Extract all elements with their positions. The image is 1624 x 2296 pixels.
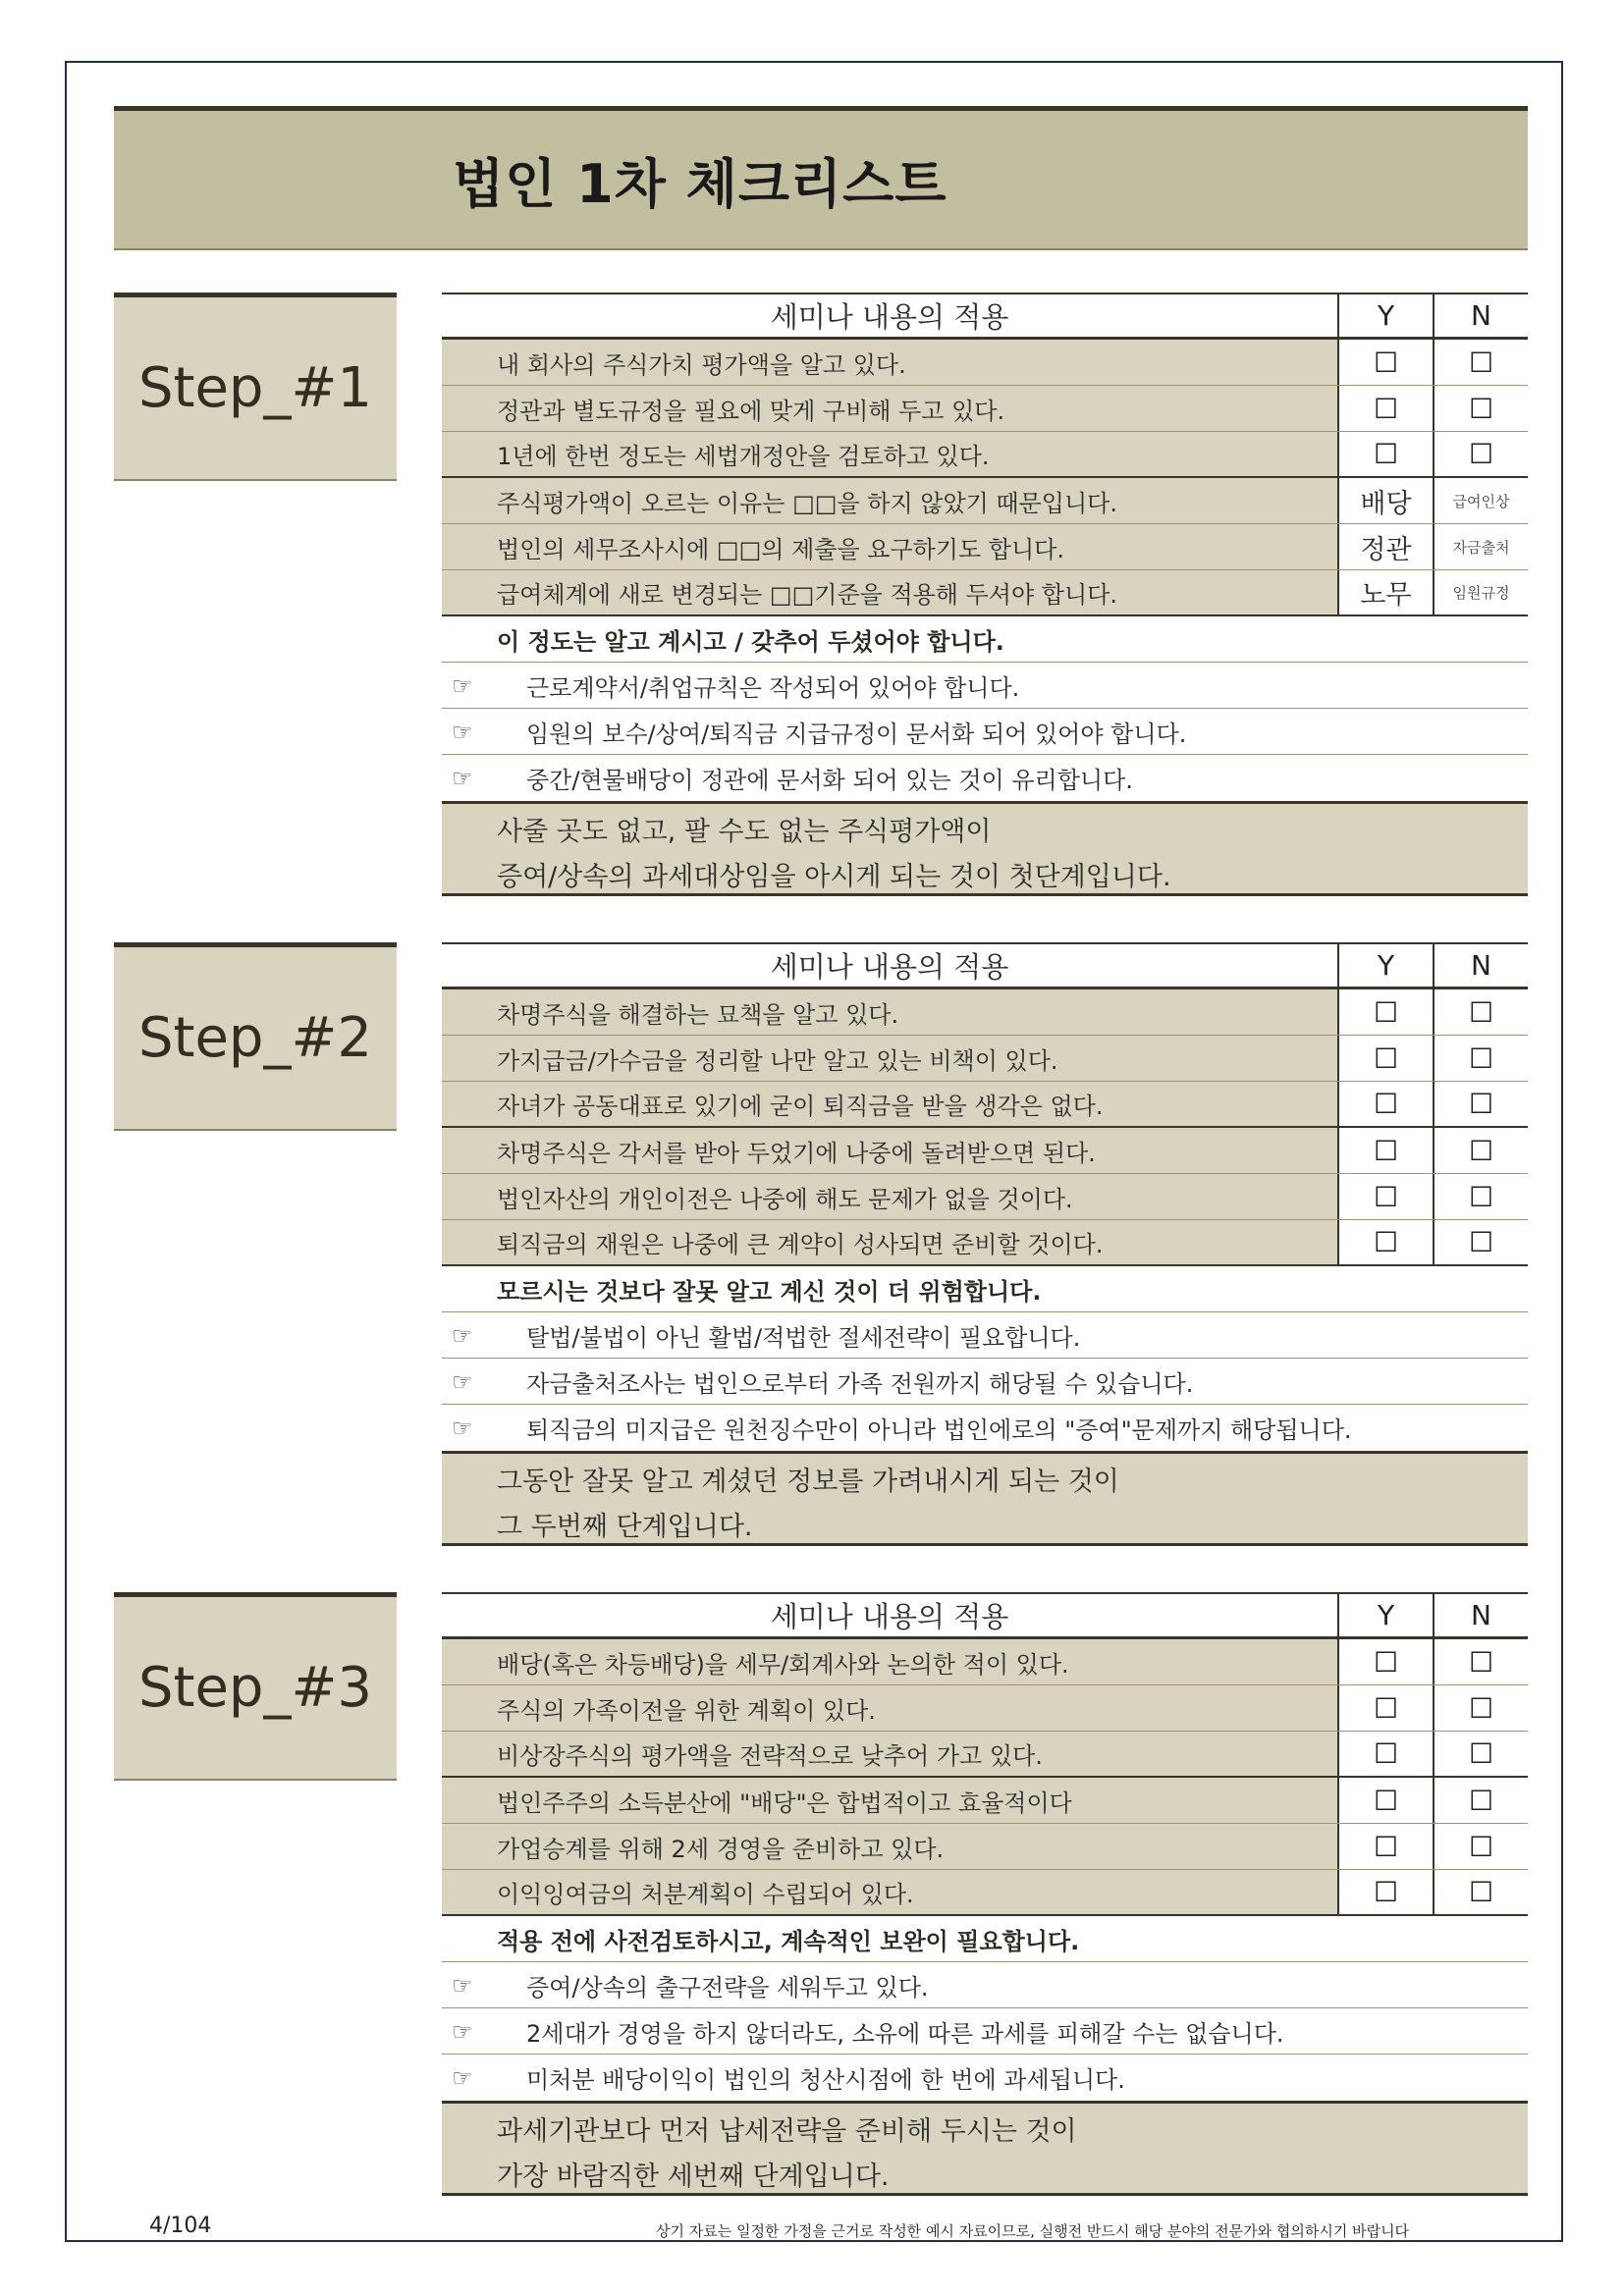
checkbox-n[interactable]: ☐ — [1433, 1036, 1528, 1081]
checkbox-y[interactable]: ☐ — [1337, 1220, 1433, 1264]
summary-text — [442, 1454, 1119, 1543]
question-row — [442, 340, 1528, 386]
checkbox-n[interactable]: ☐ — [1433, 1639, 1528, 1684]
header-n: N — [1433, 944, 1528, 987]
table-header — [442, 293, 1528, 340]
checkbox-n[interactable]: ☐ — [1433, 1082, 1528, 1126]
pointing-hand-icon: ☞ — [452, 672, 473, 700]
note-text: 퇴직금의 미지급은 원천징수만이 아니라 법인에로의 "증여"문제까지 해당됩니다. — [526, 1416, 1352, 1444]
checkbox-y[interactable]: ☐ — [1337, 1128, 1433, 1173]
pointing-hand-icon: ☞ — [452, 765, 473, 792]
checkbox-n[interactable]: ☐ — [1433, 386, 1528, 431]
note-text: 임원의 보수/상여/퇴직금 지급규정이 문서화 되어 있어야 합니다. — [526, 720, 1187, 748]
question-text: 자녀가 공동대표로 있기에 굳이 퇴직금을 받을 생각은 없다. — [497, 1093, 1104, 1120]
disclaimer: 상기 자료는 일정한 가정을 근거로 작성한 예시 자료이므로, 실행전 반드시 해당 분야의 전문가와 협의하시기 바랍니다 — [656, 2222, 1410, 2240]
question-row — [442, 1036, 1528, 1082]
step-label: Step_#1 — [137, 356, 373, 420]
question-row — [442, 432, 1528, 478]
quiz-answer-n: 급여인상 — [1433, 478, 1528, 523]
step-label-box-2 — [114, 942, 397, 1131]
checkbox-n[interactable]: ☐ — [1433, 1732, 1528, 1776]
checkbox-n[interactable]: ☐ — [1433, 1824, 1528, 1869]
question-row — [442, 989, 1528, 1036]
note-row — [442, 2008, 1528, 2055]
checklist-section-2 — [442, 942, 1528, 1546]
summary-line: 과세기관보다 먼저 납세전략을 준비해 두시는 것이 — [497, 2116, 1077, 2147]
summary-line: 사줄 곳도 없고, 팔 수도 없는 주식평가액이 — [497, 817, 992, 847]
title-band — [114, 106, 1528, 250]
checklist-section-3 — [442, 1592, 1528, 2196]
note-text: 근로계약서/취업규칙은 작성되어 있어야 합니다. — [526, 673, 1020, 702]
question-text: 퇴직금의 재원은 나중에 큰 계약이 성사되면 준비할 것이다. — [497, 1231, 1104, 1258]
question-text: 차명주식을 해결하는 묘책을 알고 있다. — [497, 1000, 899, 1029]
checkbox-y[interactable]: ☐ — [1337, 1778, 1433, 1823]
checkbox-y[interactable]: ☐ — [1337, 432, 1433, 476]
checkbox-y[interactable]: ☐ — [1337, 1870, 1433, 1914]
quiz-answer-y: 노무 — [1337, 570, 1433, 614]
summary-box — [442, 801, 1528, 896]
question-text: 가지급금/가수금을 정리할 나만 알고 있는 비책이 있다. — [497, 1046, 1058, 1075]
page-number: 4/104 — [149, 2214, 212, 2238]
checkbox-n[interactable]: ☐ — [1433, 340, 1528, 385]
note-row — [442, 709, 1528, 755]
quiz-row — [442, 570, 1528, 616]
step-label: Step_#2 — [137, 1006, 373, 1070]
checkbox-n[interactable]: ☐ — [1433, 432, 1528, 476]
pointing-hand-icon: ☞ — [452, 1415, 473, 1442]
question-text: 배당(혹은 차등배당)을 세무/회계사와 논의한 적이 있다. — [497, 1650, 1069, 1679]
checkbox-n[interactable]: ☐ — [1433, 1778, 1528, 1823]
question-row — [442, 1082, 1528, 1128]
note-text: 중간/현물배당이 정관에 문서화 되어 있는 것이 유리합니다. — [526, 767, 1133, 794]
header-y: Y — [1337, 294, 1433, 337]
question-text: 가업승계를 위해 2세 경영을 준비하고 있다. — [497, 1835, 945, 1863]
note-row — [442, 1359, 1528, 1405]
summary-text — [442, 804, 1171, 893]
checkbox-n[interactable]: ☐ — [1433, 1174, 1528, 1219]
question-row — [442, 1174, 1528, 1220]
note-heading-row — [442, 616, 1528, 663]
checkbox-y[interactable]: ☐ — [1337, 386, 1433, 431]
checkbox-y[interactable]: ☐ — [1337, 1685, 1433, 1731]
note-text: 2세대가 경영을 하지 않더라도, 소유에 따른 과세를 피해갈 수는 없습니다. — [526, 2019, 1284, 2048]
note-heading: 이 정도는 알고 계시고 / 갖추어 두셨어야 합니다. — [497, 627, 1004, 656]
note-row — [442, 1312, 1528, 1359]
question-row — [442, 1870, 1528, 1916]
table-header — [442, 1592, 1528, 1639]
checkbox-n[interactable]: ☐ — [1433, 1128, 1528, 1173]
question-text: 정관과 별도규정을 필요에 맞게 구비해 두고 있다. — [497, 397, 1005, 425]
note-heading-row — [442, 1916, 1528, 1962]
question-text: 차명주식은 각서를 받아 두었기에 나중에 돌려받으면 된다. — [497, 1139, 1096, 1167]
checkbox-y[interactable]: ☐ — [1337, 1082, 1433, 1126]
note-row — [442, 755, 1528, 801]
question-text: 1년에 한번 정도는 세법개정안을 검토하고 있다. — [497, 443, 990, 470]
note-row — [442, 663, 1528, 709]
note-text: 증여/상속의 출구전략을 세워두고 있다. — [526, 1973, 929, 2002]
quiz-text: 법인의 세무조사시에 □□의 제출을 요구하기도 합니다. — [497, 535, 1064, 563]
step-label-box-1 — [114, 293, 397, 481]
checkbox-y[interactable]: ☐ — [1337, 1639, 1433, 1684]
summary-box — [442, 1451, 1528, 1546]
note-heading: 모르시는 것보다 잘못 알고 계신 것이 더 위험합니다. — [497, 1277, 1042, 1306]
checkbox-y[interactable]: ☐ — [1337, 1732, 1433, 1776]
step-label: Step_#3 — [137, 1656, 373, 1720]
step-label-box-3 — [114, 1592, 397, 1781]
question-row — [442, 1824, 1528, 1870]
pointing-hand-icon: ☞ — [452, 1972, 473, 2000]
header-y: Y — [1337, 944, 1433, 987]
table-header — [442, 942, 1528, 989]
question-row — [442, 1685, 1528, 1732]
checkbox-n[interactable]: ☐ — [1433, 1870, 1528, 1914]
header-n: N — [1433, 294, 1528, 337]
pointing-hand-icon: ☞ — [452, 1368, 473, 1396]
note-text: 탈법/불법이 아닌 활법/적법한 절세전략이 필요합니다. — [526, 1323, 1081, 1352]
question-row — [442, 1639, 1528, 1685]
summary-line: 그동안 잘못 알고 계셨던 정보를 가려내시게 되는 것이 — [497, 1467, 1119, 1497]
summary-line: 그 두번째 단계입니다. — [497, 1512, 753, 1542]
question-row — [442, 1220, 1528, 1266]
quiz-answer-y: 배당 — [1337, 478, 1433, 523]
checkbox-y[interactable]: ☐ — [1337, 989, 1433, 1035]
note-row — [442, 2055, 1528, 2101]
header-content: 세미나 내용의 적용 — [770, 300, 1009, 334]
summary-line: 가장 바람직한 세번째 단계입니다. — [497, 2162, 890, 2192]
pointing-hand-icon: ☞ — [452, 1322, 473, 1350]
note-row — [442, 1962, 1528, 2008]
checklist-section-1 — [442, 293, 1528, 896]
question-text: 법인자산의 개인이전은 나중에 해도 문제가 없을 것이다. — [497, 1185, 1073, 1213]
question-text: 법인주주의 소득분산에 "배당"은 합법적이고 효율적이다 — [497, 1789, 1072, 1817]
question-row — [442, 1778, 1528, 1824]
header-n: N — [1433, 1594, 1528, 1636]
pointing-hand-icon: ☞ — [452, 2018, 473, 2046]
note-text: 미처분 배당이익이 법인의 청산시점에 한 번에 과세됩니다. — [526, 2066, 1125, 2094]
quiz-answer-n: 임원규정 — [1433, 570, 1528, 614]
pointing-hand-icon: ☞ — [452, 2064, 473, 2092]
quiz-row — [442, 524, 1528, 570]
question-text: 이익잉여금의 처분계획이 수립되어 있다. — [497, 1881, 914, 1908]
checkbox-n[interactable]: ☐ — [1433, 1220, 1528, 1264]
question-row — [442, 1128, 1528, 1174]
checkbox-y[interactable]: ☐ — [1337, 340, 1433, 385]
question-text: 비상장주식의 평가액을 전략적으로 낮추어 가고 있다. — [497, 1742, 1043, 1770]
question-row — [442, 1732, 1528, 1778]
checkbox-y[interactable]: ☐ — [1337, 1174, 1433, 1219]
question-row — [442, 386, 1528, 432]
question-text: 내 회사의 주식가치 평가액을 알고 있다. — [497, 350, 906, 379]
page-title: 법인 1차 체크리스트 — [453, 153, 947, 215]
note-heading-row — [442, 1266, 1528, 1312]
header-y: Y — [1337, 1594, 1433, 1636]
header-content: 세미나 내용의 적용 — [770, 950, 1009, 984]
quiz-row — [442, 478, 1528, 524]
note-heading: 적용 전에 사전검토하시고, 계속적인 보완이 필요합니다. — [497, 1927, 1080, 1955]
checkbox-n[interactable]: ☐ — [1433, 1685, 1528, 1731]
header-content: 세미나 내용의 적용 — [770, 1600, 1009, 1633]
quiz-answer-n: 자금출처 — [1433, 524, 1528, 569]
pointing-hand-icon: ☞ — [452, 719, 473, 746]
question-text: 주식의 가족이전을 위한 계획이 있다. — [497, 1696, 876, 1725]
quiz-answer-y: 정관 — [1337, 524, 1433, 569]
checkbox-y[interactable]: ☐ — [1337, 1036, 1433, 1081]
summary-box — [442, 2101, 1528, 2196]
note-row — [442, 1405, 1528, 1451]
checkbox-n[interactable]: ☐ — [1433, 989, 1528, 1035]
summary-line: 증여/상속의 과세대상임을 아시게 되는 것이 첫단계입니다. — [497, 862, 1171, 892]
quiz-text: 급여체계에 새로 변경되는 □□기준을 적용해 두셔야 합니다. — [497, 581, 1117, 609]
summary-text — [442, 2104, 1077, 2193]
checkbox-y[interactable]: ☐ — [1337, 1824, 1433, 1869]
quiz-text: 주식평가액이 오르는 이유는 □□을 하지 않았기 때문입니다. — [497, 489, 1117, 517]
note-text: 자금출처조사는 법인으로부터 가족 전원까지 해당될 수 있습니다. — [526, 1369, 1194, 1398]
